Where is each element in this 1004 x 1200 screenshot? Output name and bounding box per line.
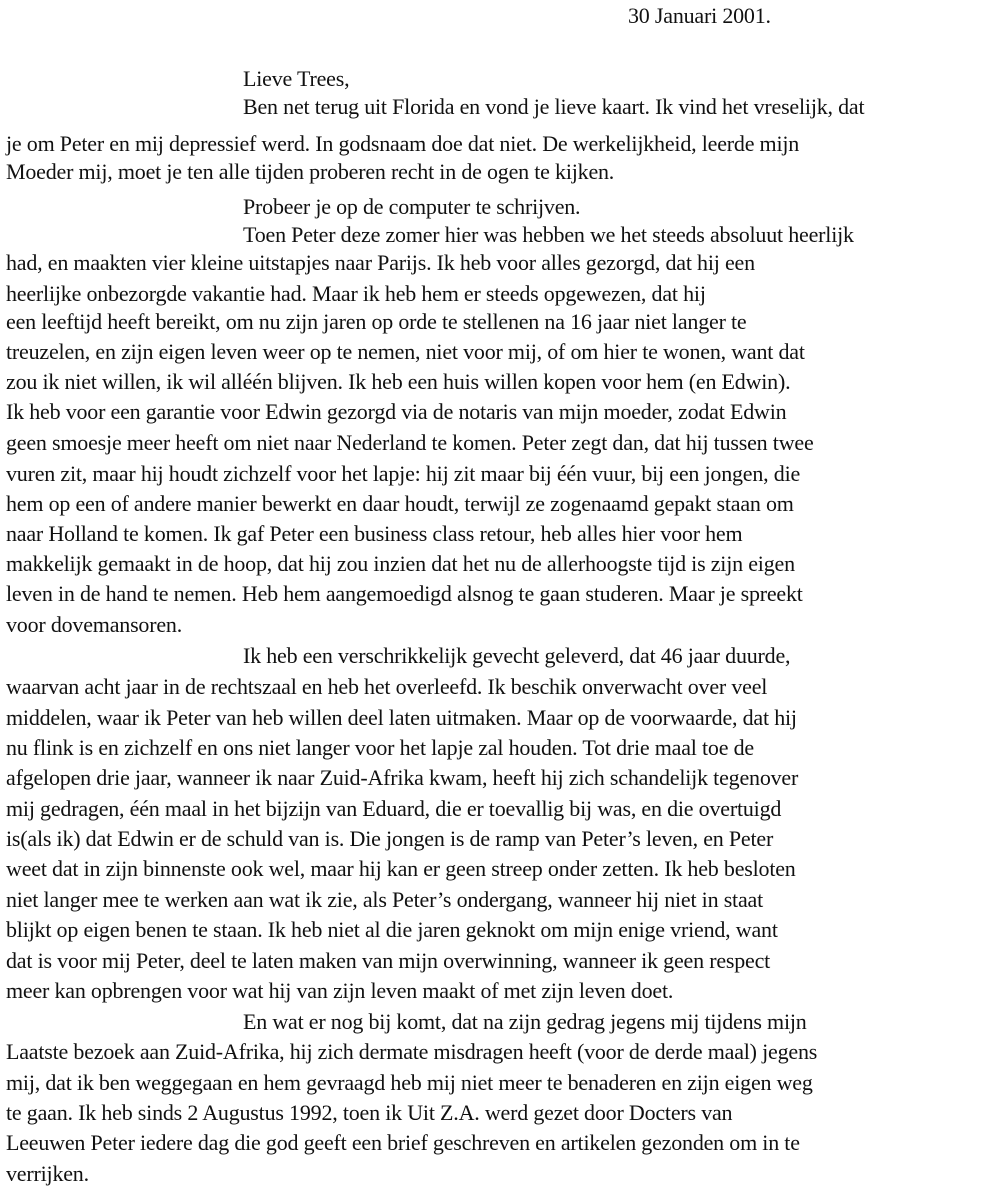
letter-line: nu flink is en zichzelf en ons niet langer voor het lapje zal houden. Tot drie maal toe de <box>6 735 754 760</box>
letter-line: naar Holland te komen. Ik gaf Peter een business class retour, heb alles hier voor hem <box>6 521 743 546</box>
letter-line: je om Peter en mij depressief werd. In godsnaam doe dat niet. De werkelijkheid, leerde mijn <box>6 131 800 156</box>
letter-line: geen smoesje meer heeft om niet naar Nederland te komen. Peter zegt dan, dat hij tussen twee <box>6 430 814 455</box>
letter-line: afgelopen drie jaar, wanneer ik naar Zuid-Afrika kwam, heeft hij zich schandelijk tegenover <box>6 765 799 790</box>
letter-line: Moeder mij, moet je ten alle tijden proberen recht in de ogen te kijken. <box>6 159 615 184</box>
letter-date: 30 Januari 2001. <box>628 3 771 28</box>
letter-line: verrijken. <box>6 1161 89 1186</box>
letter-line: Ben net terug uit Florida en vond je lieve kaart. Ik vind het vreselijk, dat <box>243 94 865 119</box>
letter-line: weet dat in zijn binnenste ook wel, maar hij kan er geen streep onder zetten. Ik heb besloten <box>6 856 796 881</box>
letter-line: is(als ik) dat Edwin er de schuld van is. Die jongen is de ramp van Peter’s leven, en Peter <box>6 826 774 851</box>
letter-line: niet langer mee te werken aan wat ik zie, als Peter’s ondergang, wanneer hij niet in staat <box>6 887 764 912</box>
letter-line: makkelijk gemaakt in de hoop, dat hij zou inzien dat het nu de allerhoogste tijd is zijn eigen <box>6 551 795 576</box>
letter-line: meer kan opbrengen voor wat hij van zijn leven maakt of met zijn leven doet. <box>6 978 674 1003</box>
letter-line: Probeer je op de computer te schrijven. <box>243 194 581 219</box>
letter-line: waarvan acht jaar in de rechtszaal en heb het overleefd. Ik beschik onverwacht over veel <box>6 674 768 699</box>
letter-line: had, en maakten vier kleine uitstapjes naar Parijs. Ik heb voor alles gezorgd, dat hij een <box>6 250 755 275</box>
letter-line: voor dovemansoren. <box>6 612 183 637</box>
letter-line: een leeftijd heeft bereikt, om nu zijn jaren op orde te stellenen na 16 jaar niet langer te <box>6 309 747 334</box>
letter-line: mij, dat ik ben weggegaan en hem gevraagd heb mij niet meer te benaderen en zijn eigen weg <box>6 1070 813 1095</box>
letter-line: En wat er nog bij komt, dat na zijn gedrag jegens mij tijdens mijn <box>243 1009 807 1034</box>
letter-line: leven in de hand te nemen. Heb hem aangemoedigd alsnog te gaan studeren. Maar je spreekt <box>6 581 803 606</box>
letter-line: Laatste bezoek aan Zuid-Afrika, hij zich dermate misdragen heeft (voor de derde maal) jegens <box>6 1039 818 1064</box>
letter-line: Leeuwen Peter iedere dag die god geeft een brief geschreven en artikelen gezonden om in te <box>6 1130 800 1155</box>
letter-line: zou ik niet willen, ik wil alléén blijven. Ik heb een huis willen kopen voor hem (en Edwin). <box>6 369 791 394</box>
letter-line: hem op een of andere manier bewerkt en daar houdt, terwijl ze zogenaamd gepakt staan om <box>6 491 794 516</box>
letter-line: blijkt op eigen benen te staan. Ik heb niet al die jaren geknokt om mijn enige vriend, want <box>6 917 778 942</box>
letter-line: middelen, waar ik Peter van heb willen deel laten uitmaken. Maar op de voorwaarde, dat hij <box>6 705 797 730</box>
letter-line: Ik heb een verschrikkelijk gevecht geleverd, dat 46 jaar duurde, <box>243 643 791 668</box>
letter-line: heerlijke onbezorgde vakantie had. Maar ik heb hem er steeds opgewezen, dat hij <box>6 281 706 306</box>
letter-line: dat is voor mij Peter, deel te laten maken van mijn overwinning, wanneer ik geen respect <box>6 948 771 973</box>
letter-line: mij gedragen, één maal in het bijzijn van Eduard, die er toevallig bij was, en die overtuigd <box>6 796 782 821</box>
letter-line: te gaan. Ik heb sinds 2 Augustus 1992, toen ik Uit Z.A. werd gezet door Docters van <box>6 1100 733 1125</box>
letter-line: Ik heb voor een garantie voor Edwin gezorgd via de notaris van mijn moeder, zodat Edwin <box>6 399 787 424</box>
letter-line: treuzelen, en zijn eigen leven weer op te nemen, niet voor mij, of om hier te wonen, want dat <box>6 339 805 364</box>
letter-line: vuren zit, maar hij houdt zichzelf voor het lapje: hij zit maar bij één vuur, bij een jongen, die <box>6 461 801 486</box>
letter-line: Toen Peter deze zomer hier was hebben we het steeds absoluut heerlijk <box>243 222 854 247</box>
letter-salutation: Lieve Trees, <box>243 66 350 91</box>
